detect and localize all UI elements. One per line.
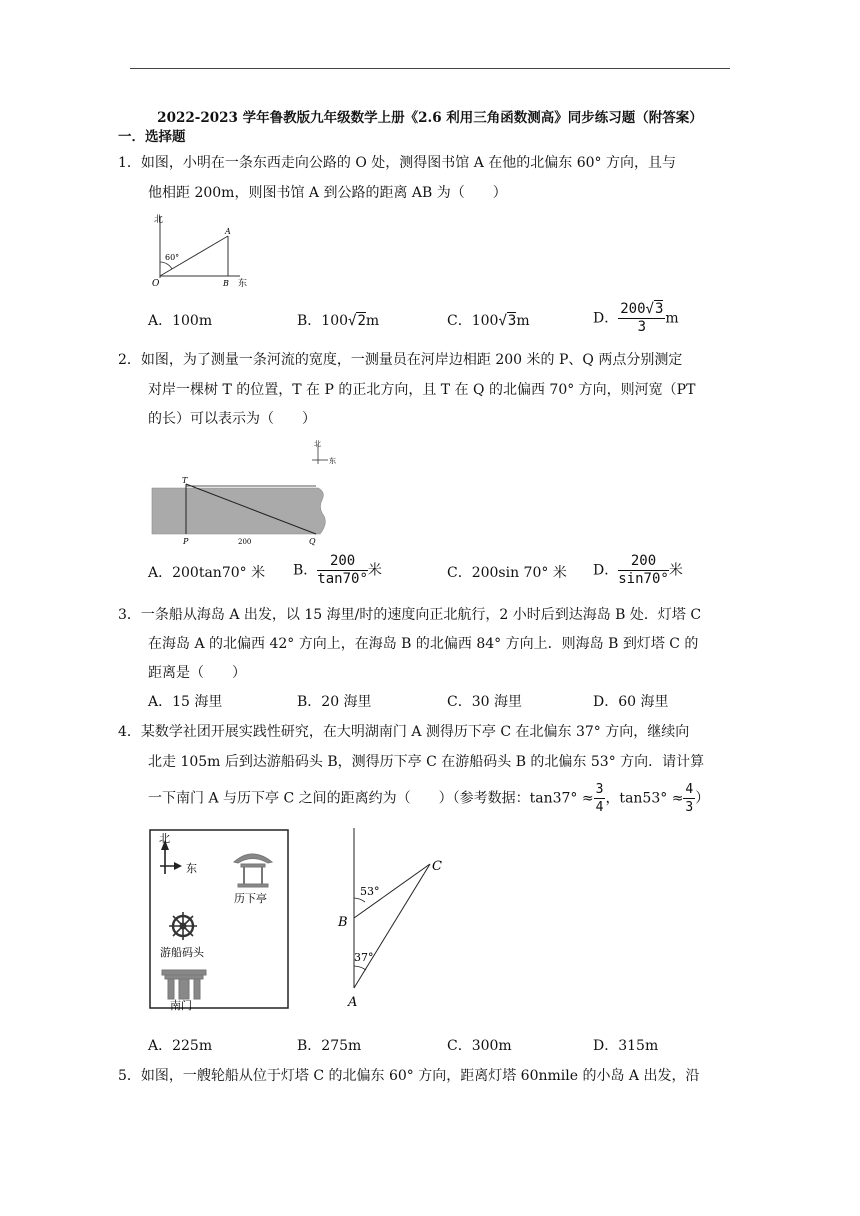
q2-figure bbox=[150, 438, 336, 546]
q1-label-east: 东 bbox=[238, 279, 248, 289]
q4-option-b[interactable]: B．275m bbox=[297, 1038, 362, 1054]
q4-option-a[interactable]: A．225m bbox=[148, 1038, 213, 1054]
q1-label-a: A bbox=[225, 227, 231, 236]
q3-line-1: 3．一条船从海岛 A 出发，以 15 海里/时的速度向正北航行，2 小时后到达海岛 B 处．灯塔 C bbox=[118, 607, 702, 623]
q2-label-p: P bbox=[183, 537, 189, 546]
q4-map-dock: 游船码头 bbox=[160, 946, 204, 959]
q5-line-1: 5．如图，一艘轮船从位于灯塔 C 的北偏东 60° 方向，距离灯塔 60nmile 的小岛 A 出发，沿 bbox=[118, 1068, 700, 1084]
q3-line-3: 距离是（ ） bbox=[148, 665, 246, 681]
q2-label-north: 北 bbox=[314, 440, 321, 448]
ship-wheel-icon bbox=[169, 912, 197, 940]
q2-line-3: 的长）可以表示为（ ） bbox=[148, 411, 316, 427]
q4-line-1: 4．某数学社团开展实践性研究，在大明湖南门 A 测得历下亭 C 在北偏东 37° 方向，继续向 bbox=[118, 724, 690, 740]
q2-option-d[interactable]: D． $\frac{200}{\sin 70^\circ}$ 米 bbox=[593, 553, 683, 587]
gate-icon bbox=[162, 970, 206, 999]
q2-line-2: 对岸一棵树 T 的位置，T 在 P 的正北方向，且 T 在 Q 的北偏西 70° 方向，则河宽（PT bbox=[148, 382, 696, 398]
header-rule bbox=[130, 68, 730, 69]
q4-map-east: 东 bbox=[186, 862, 197, 875]
q2-option-b[interactable]: B． $\frac{200}{\tan 70^\circ}$ 米 bbox=[293, 553, 382, 587]
q1-label-north: 北 bbox=[154, 215, 164, 225]
q3-line-2: 在海岛 A 的北偏西 42° 方向上，在海岛 B 的北偏西 84° 方向上．则海岛 B 到灯塔 C 的 bbox=[148, 636, 699, 652]
q2-label-t: T bbox=[182, 476, 188, 485]
q2-line-1: 2．如图，为了测量一条河流的宽度，一测量员在河岸边相距 200 米的 P、Q 两点分别测定 bbox=[118, 352, 683, 368]
q4-geometry-figure bbox=[334, 826, 454, 1012]
q4-line-2: 北走 105m 后到达游船码头 B，测得历下亭 C 在游船码头 B 的北偏东 53° 方向．请计算 bbox=[148, 754, 705, 770]
q4-label-b: B bbox=[338, 915, 348, 930]
q4-label-a: A bbox=[348, 995, 358, 1010]
q1-line-1: 1．如图，小明在一条东西走向公路的 O 处，测得图书馆 A 在他的北偏东 60° 方向，且与 bbox=[118, 155, 677, 171]
q3-option-d[interactable]: D．60 海里 bbox=[593, 694, 669, 710]
q2-option-c[interactable]: C．200sin 70° 米 bbox=[447, 565, 567, 581]
q4-option-d[interactable]: D．315m bbox=[593, 1038, 659, 1054]
q1-option-a[interactable]: A．100m bbox=[148, 313, 213, 329]
q1-figure bbox=[146, 212, 256, 292]
q2-option-a[interactable]: A．200tan70° 米 bbox=[148, 565, 266, 581]
page-title: 2022-2023 学年鲁教版九年级数学上册《2.6 利用三角函数测高》同步练习题（附答案） bbox=[157, 110, 703, 126]
q1-line-2: 他相距 200m，则图书馆 A 到公路的距离 AB 为（ ） bbox=[148, 185, 507, 201]
q4-map-figure bbox=[148, 828, 290, 1012]
q4-label-37: 37° bbox=[354, 951, 374, 964]
q1-option-d[interactable]: D． $\frac{200√3}{3}$ m bbox=[593, 301, 679, 335]
q1-option-b[interactable]: B．100√2m bbox=[297, 313, 380, 329]
q1-label-angle: 60° bbox=[165, 253, 180, 262]
q4-map-pavilion: 历下亭 bbox=[234, 892, 267, 905]
q4-option-c[interactable]: C．300m bbox=[447, 1038, 512, 1054]
q3-option-c[interactable]: C．30 海里 bbox=[447, 694, 522, 710]
q4-label-53: 53° bbox=[360, 885, 380, 898]
q4-map-north: 北 bbox=[159, 832, 170, 845]
q1-option-c[interactable]: C．100√3m bbox=[447, 313, 530, 329]
section-heading: 一．选择题 bbox=[118, 129, 186, 145]
q1-label-o: O bbox=[152, 279, 160, 289]
q3-option-b[interactable]: B．20 海里 bbox=[297, 694, 372, 710]
q2-label-east: 东 bbox=[329, 457, 336, 465]
q1-label-b: B bbox=[223, 279, 229, 288]
q4-line-3: 一下南门 A 与历下亭 C 之间的距离约为（ ）（参考数据：tan37° ≈ $\frac{3}{4}$ ，tan53° ≈ $\frac{4}{3}$ ） bbox=[148, 782, 710, 815]
q2-label-200: 200 bbox=[238, 538, 252, 546]
q2-label-q: Q bbox=[309, 537, 316, 546]
q3-option-a[interactable]: A．15 海里 bbox=[148, 694, 223, 710]
q4-map-gate: 南门 bbox=[170, 999, 192, 1012]
q4-label-c: C bbox=[432, 859, 442, 874]
